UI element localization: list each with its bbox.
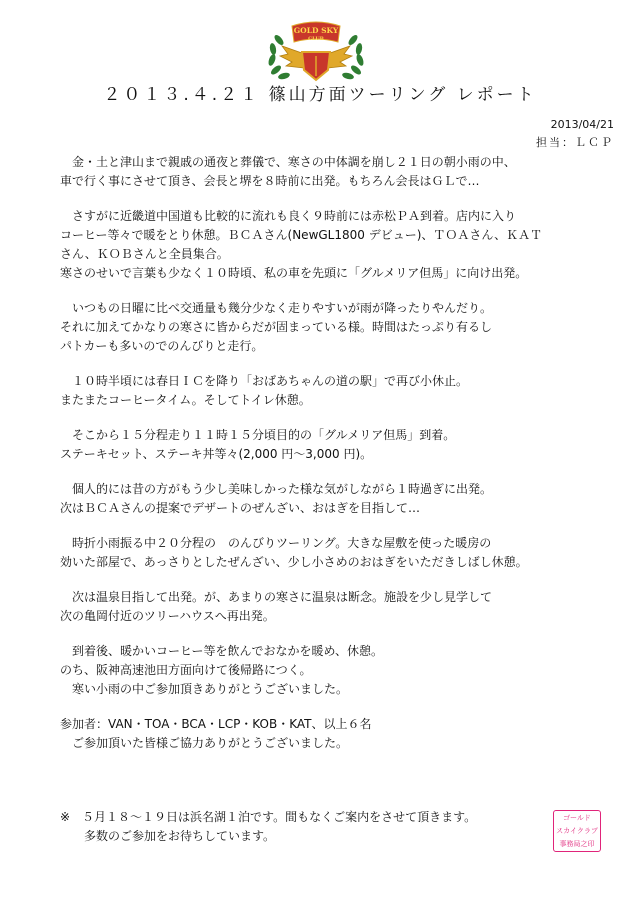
club-logo [262, 16, 370, 88]
next-event-note: ※ ５月１８～１９日は浜名湖１泊です。間もなくご案内をさせて頂きます。 多数のご参加をお待ちしています。 [60, 810, 477, 843]
report-author: 担当：ＬＣＰ [536, 136, 614, 149]
paragraph: さすがに近畿道中国道も比較的に流れも良く９時前には赤松ＰＡ到着。店内に入り コーヒー等々で暖をとり休憩。ＢＣＡさん(NewGL1800 デビュー)、ＴＯＡさん、ＫＡＴ さん、ＫＯＢさんと全員集合。 寒さのせいで言葉も少なく１０時頃、私の車を先頭に「グルメリア但馬」に向け出発。 [60, 209, 543, 280]
logo-text-bottom: CLUB [308, 36, 324, 42]
report-body [60, 153, 620, 769]
paragraph: 時折小雨振る中２０分程の のんびりツーリング。大きな屋敷を使った暖房の 効いた部屋で、あっさりとしたぜんざい、少し小さめのおはぎをいただきしばし休憩。 [60, 536, 528, 569]
paragraph: いつもの日曜に比べ交通量も幾分少なく走りやすいが雨が降ったりやんだり。 それに加えてかなりの寒さに皆からだが固まっている様。時間はたっぷり有るし パトカーも多いのでのんびりと走行。 [60, 301, 493, 353]
paragraph: 次は温泉目指して出発。が、あまりの寒さに温泉は断念。施設を少し見学して 次の亀岡付近のツリーハウスへ再出発。 [60, 590, 493, 623]
logo-text-top: GOLD SKY [293, 26, 339, 35]
club-stamp: ゴールド スカイクラブ 事務局之印 [553, 810, 601, 852]
page-title: ２０１３.４.２１ 篠山方面ツーリング レポート [103, 85, 537, 105]
paragraph: １０時半頃には春日ＩＣを降り「おばあちゃんの道の駅」で再び小休止。 またまたコーヒータイム。そしてトイレ休憩。 [60, 374, 469, 407]
paragraph: 到着後、暖かいコーヒー等を飲んでおなかを暖め、休憩。 のち、阪神高速池田方面向けて後帰路につく。 寒い小雨の中ご参加頂きありがとうございました。 [60, 644, 384, 696]
participants-paragraph: 参加者：VAN・TOA・BCA・LCP・KOB・KAT、以上６名 ご参加頂いた皆様ご協力ありがとうございました。 [60, 717, 372, 750]
paragraph: 金・土と津山まで親戚の通夜と葬儀で、寒さの中体調を崩し２１日の朝小雨の中、 車で行く事にさせて頂き、会長と堺を８時前に出発。もちろん会長はＧＬで… [60, 155, 516, 188]
paragraph: そこから１５分程走り１１時１５分頃目的の「グルメリア但馬」到着。 ステーキセット、ステーキ丼等々(2,000 円～3,000 円)。 [60, 428, 456, 461]
paragraph: 個人的には昔の方がもう少し美味しかった様な気がしながら１時過ぎに出発。 次はＢＣＡさんの提案でデザートのぜんざい、おはぎを目指して… [60, 482, 493, 515]
report-date: 2013/04/21 [550, 118, 614, 131]
